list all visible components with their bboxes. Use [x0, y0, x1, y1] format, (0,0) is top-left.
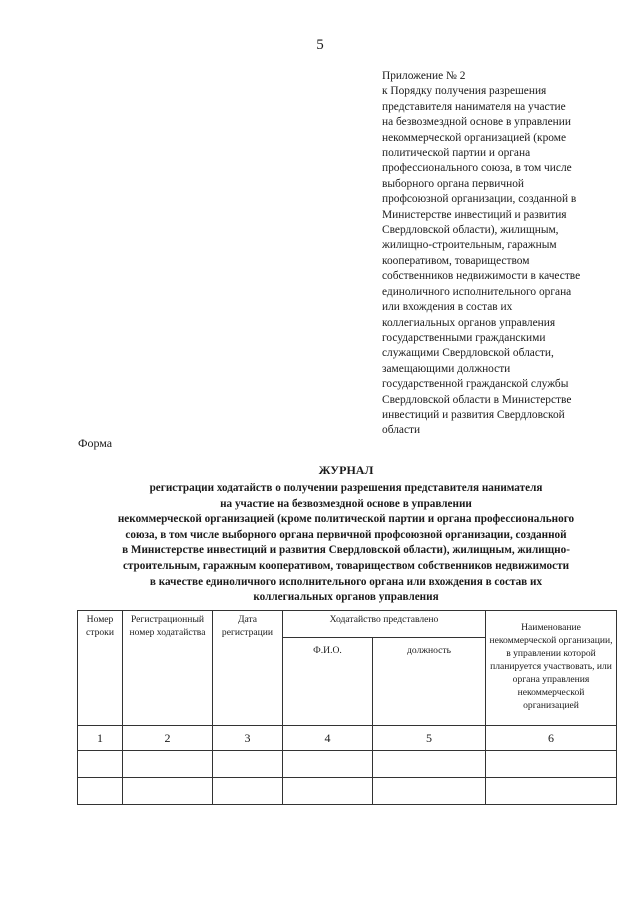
appendix-line: профсоюзной организации, созданной в	[382, 193, 577, 206]
page-number: 5	[316, 37, 324, 53]
appendix-line: Свердловской области в Министерстве	[382, 393, 572, 406]
appendix-title: Приложение № 2	[382, 70, 466, 82]
appendix-line: Свердловской области), жилищным,	[382, 224, 559, 237]
appendix-line: коллегиальных органов управления	[382, 316, 556, 329]
journal-subtitle-line: строительным, гаражным кооперативом, товариществом собственников недвижимости	[122, 559, 570, 572]
journal-subtitle-line: в качестве единоличного исполнительного органа или вхождения в состав их	[149, 575, 543, 588]
appendix-line: на безвозмездной основе в управлении	[382, 116, 571, 129]
column-number: 2	[123, 726, 213, 751]
journal-subtitle	[70, 481, 622, 606]
appendix-line: выборного органа первичной	[382, 177, 524, 190]
table-number-row	[78, 726, 617, 751]
appendix-line: государственной гражданской службы	[382, 378, 569, 391]
header-position: должность	[373, 638, 486, 726]
appendix-line: единоличного исполнительного органа	[382, 285, 572, 298]
appendix-line: или вхождения в состав их	[382, 301, 513, 314]
journal-subtitle-line: в Министерстве инвестиций и развития Свердловской области), жилищным, жилищно-	[122, 544, 570, 557]
appendix-line: жилищно-строительным, гаражным	[382, 239, 557, 252]
header-row-number: Номер строки	[78, 611, 123, 726]
column-number: 6	[486, 726, 617, 751]
header-full-name: Ф.И.О.	[283, 638, 373, 726]
column-number: 4	[283, 726, 373, 751]
appendix-line: Министерстве инвестиций и развития	[382, 208, 567, 221]
appendix-line: профессионального союза, в том числе	[382, 162, 572, 175]
appendix-line: области	[382, 424, 421, 437]
journal-title: ЖУРНАЛ	[318, 463, 374, 477]
appendix-line: представителя нанимателя на участие	[382, 100, 566, 113]
appendix-line: собственников недвижимости в качестве	[382, 270, 581, 283]
header-petition-submitted: Ходатайство представлено	[283, 611, 486, 638]
header-organization-name: Наименование некоммерческой организации, в управлении которой планируется участвовать, или органа управления некоммерческой организацией	[486, 611, 617, 726]
column-number: 3	[213, 726, 283, 751]
appendix-line: некоммерческой организацией (кроме	[382, 131, 567, 144]
header-registration-number: Регистрационный номер ходатайства	[123, 611, 213, 726]
journal-subtitle-line: коллегиальных органов управления	[253, 591, 439, 604]
column-number: 5	[373, 726, 486, 751]
appendix-line: государственными гражданскими	[382, 331, 546, 344]
table-row	[78, 778, 617, 805]
appendix-line: к Порядку получения разрешения	[382, 85, 547, 98]
journal-subtitle-line: на участие на безвозмездной основе в управлении	[220, 497, 472, 510]
journal-subtitle-line: союза, в том числе выборного органа первичной профсоюзной организации, созданной	[125, 528, 567, 541]
table-header-row	[78, 611, 617, 638]
registration-table	[77, 610, 617, 805]
appendix-line: инвестиций и развития Свердловской	[382, 408, 565, 421]
form-label: Форма	[78, 436, 113, 450]
appendix-line: служащими Свердловской области,	[382, 347, 554, 360]
appendix-block	[382, 69, 614, 439]
appendix-line: политической партии и органа	[382, 147, 531, 160]
appendix-text	[382, 84, 614, 438]
journal-subtitle-line: некоммерческой организацией (кроме политической партии и органа профессионального	[117, 513, 575, 526]
journal-subtitle-line: регистрации ходатайств о получении разрешения представителя нанимателя	[149, 482, 543, 494]
appendix-line: кооперативом, товариществом	[382, 254, 530, 267]
appendix-line: замещающими должности	[382, 362, 511, 375]
table-row	[78, 751, 617, 778]
column-number: 1	[78, 726, 123, 751]
header-registration-date: Дата регистрации	[213, 611, 283, 726]
